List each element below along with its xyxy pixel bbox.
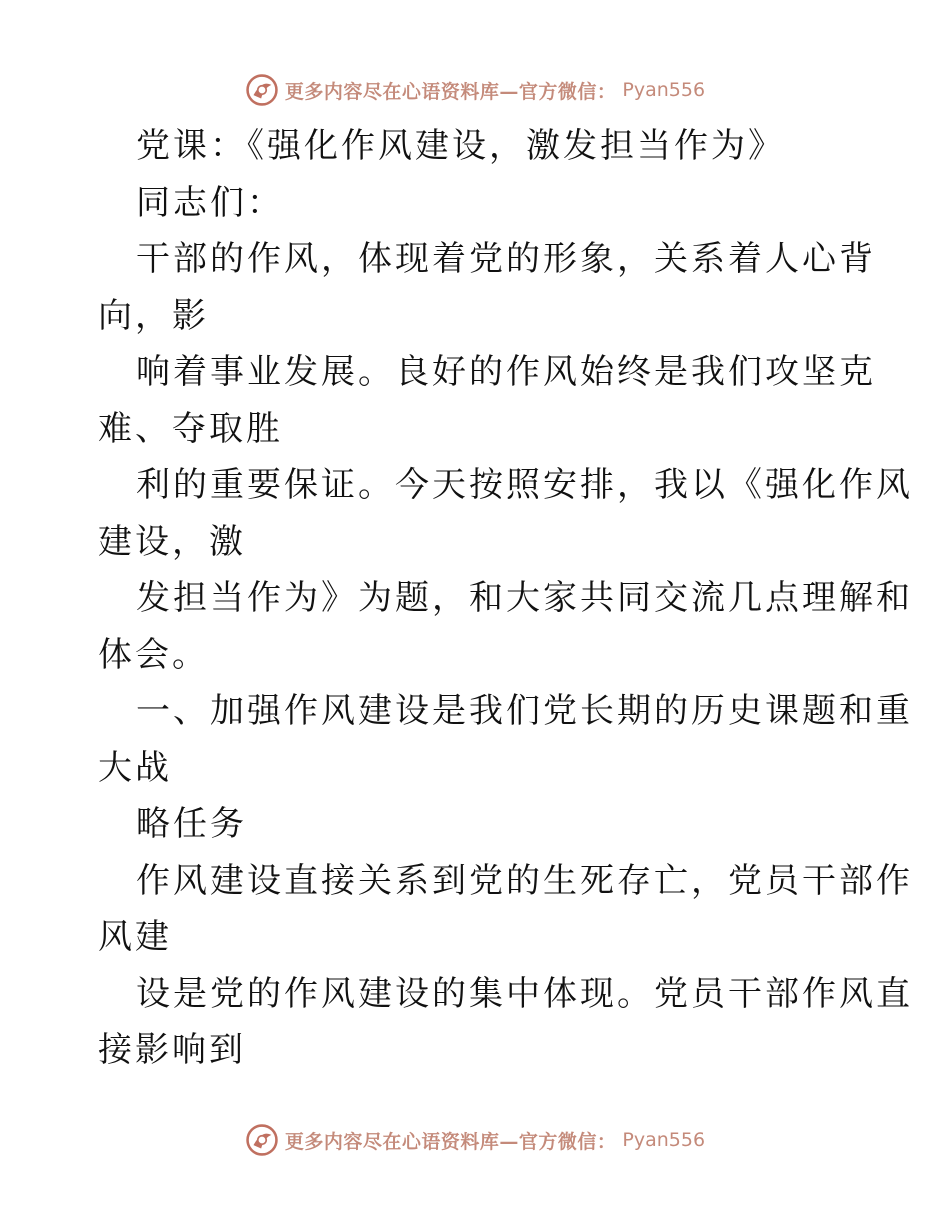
seal-logo-icon [245, 73, 279, 107]
paragraph-line: 干部的作风，体现着党的形象，关系着人心背 [136, 239, 876, 279]
header-watermark [0, 70, 950, 110]
document-body [98, 118, 913, 1079]
section-heading-line: 大战 [98, 747, 172, 788]
paragraph-line: 向，影 [98, 295, 209, 336]
paragraph-line: 难、夺取胜 [98, 408, 283, 449]
footer-watermark [0, 1120, 950, 1160]
salutation: 同志们： [136, 182, 284, 223]
watermark-group [245, 1123, 705, 1157]
paragraph-line: 体会。 [98, 634, 209, 675]
paragraph-line: 接影响到 [98, 1030, 246, 1070]
paragraph-line: 建设，激 [98, 521, 246, 562]
watermark-wechat-id: Pyan556 [622, 79, 706, 101]
watermark-text: 更多内容尽在心语资料库—官方微信： [284, 80, 617, 103]
paragraph-line: 风建 [98, 917, 172, 957]
paragraph-line: 响着事业发展。良好的作风始终是我们攻坚克 [136, 352, 876, 392]
section-heading-line: 略任务 [136, 804, 247, 844]
paragraph-line: 设是党的作风建设的集中体现。党员干部作风直 [136, 973, 913, 1014]
seal-logo-icon [245, 1123, 279, 1157]
watermark-text: 更多内容尽在心语资料库—官方微信： [284, 1130, 617, 1153]
paragraph-line: 利的重要保证。今天按照安排，我以《强化作风 [136, 465, 913, 505]
watermark-group [245, 73, 705, 107]
section-heading-line: 一、加强作风建设是我们党长期的历史课题和重 [136, 691, 913, 731]
doc-title: 党课：《强化作风建设，激发担当作为》 [136, 126, 785, 166]
paragraph-line: 发担当作为》为题，和大家共同交流几点理解和 [136, 578, 913, 618]
paragraph-line: 作风建设直接关系到党的生死存亡，党员干部作 [136, 860, 913, 901]
watermark-wechat-id: Pyan556 [622, 1129, 706, 1151]
